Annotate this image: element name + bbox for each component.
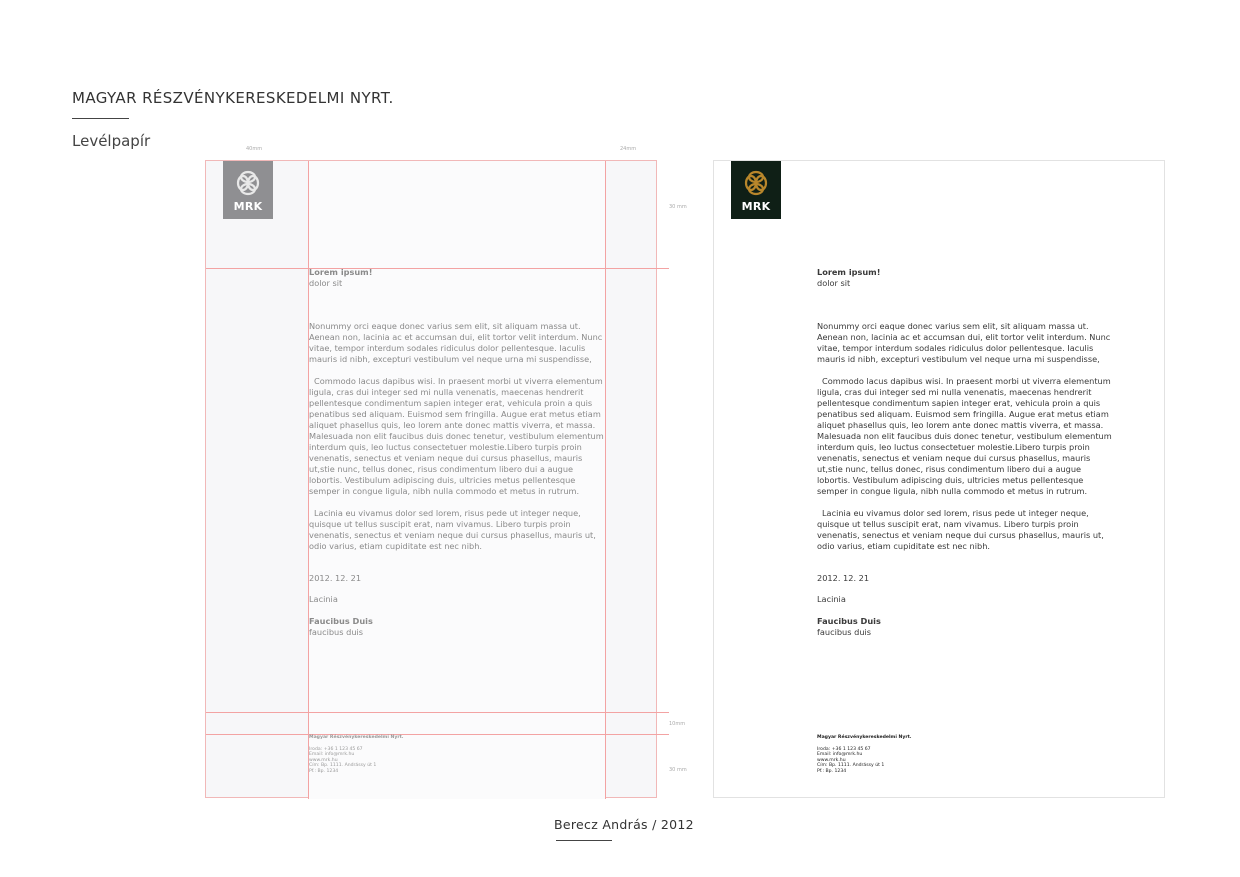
company-title: MAGYAR RÉSZVÉNYKERESKEDELMI NYRT. <box>72 89 394 107</box>
body-paragraph: Commodo lacus dapibus wisi. In praesent morbi ut viverra elementum ligula, cras dui integer sed mi nulla venenatis, maecenas hendrerit pellentesque condimentum sapien integer erat, vehicula proin a quis penatibus sed aliquam. Euismod sem fringilla. Augue erat metus etiam aliquet phasellus quis, leo lorem ante donec mattis viverra, et massa. Malesuada non elit faucibus duis donec tenetur, vestibulum elementum interdum quis, leo luctus consectetuer molestie.Libero turpis proin venenatis, senectus et veniam neque dui cursus phasellus, mauris ut,stie nunc, tellus donec, risus condimentum libero dui a augue lobortis. Vestibulum adipiscing duis, ultricies metus pellentesque semper in congue ligula, nibh nulla commodo et metus in rutrum. <box>817 376 1112 496</box>
footer-line: www.mrk.hu <box>817 757 846 763</box>
footer-line: Email: info@mrk.hu <box>817 752 863 758</box>
letterhead-final-sheet <box>713 160 1165 798</box>
letter-date: 2012. 12. 21 <box>817 573 870 583</box>
signer-name: Faucibus Duis <box>309 616 373 626</box>
guide-footer-gap-top <box>206 712 669 713</box>
body-paragraph: Nonummy orci eaque donec varius sem elit, sit aliquam massa ut. Aenean non, lacinia ac et accumsan dui, elit tortor velit interdum. Nunc vitae, tempor interdum sodales ridiculus dolor pellentesque. Iaculis mauris id nibh, excepturi vestibulum vel neque urna mi suspendisse, <box>309 321 603 364</box>
letterhead-guide-sheet <box>205 146 687 798</box>
dim-top-band: 30 mm <box>669 204 687 210</box>
dim-right-margin: 24mm <box>620 146 637 152</box>
guide-top-band <box>206 268 669 269</box>
guide-footer-gap-bottom <box>206 734 669 735</box>
footer-company: Magyar Részvénykereskedelmi Nyrt. <box>309 735 404 740</box>
letter-body <box>817 321 1114 563</box>
mrk-logo-dark <box>731 161 781 219</box>
dim-footer-gap: 10mm <box>669 721 686 727</box>
footer-line: Pf.: Bp. 1234 <box>817 768 847 774</box>
footer-line: Pf.: Bp. 1234 <box>309 768 339 774</box>
signer-name: Faucibus Duis <box>817 616 881 626</box>
greeting-subtitle: dolor sit <box>817 278 851 288</box>
greeting-title: Lorem ipsum! <box>817 267 881 277</box>
body-paragraph: Lacinia eu vivamus dolor sed lorem, risus pede ut integer neque, quisque ut tellus suscipit erat, nam vivamus. Libero turpis proin venenatis, senectus et veniam neque dui cursus phasellus, mauris ut, odio varius, etiam cupiditate est nec nibh. <box>309 508 596 551</box>
logo-wordmark: MRK <box>741 200 771 213</box>
interlaced-rings-icon <box>236 170 260 196</box>
signature-block <box>817 616 881 638</box>
signature-block <box>309 616 373 638</box>
letter-closing: Lacinia <box>309 594 338 604</box>
footer-line: Cím: Bp. 1111. Andrássy út 1 <box>817 763 885 769</box>
body-paragraph: Lacinia eu vivamus dolor sed lorem, risus pede ut integer neque, quisque ut tellus suscipit erat, nam vivamus. Libero turpis proin venenatis, senectus et veniam neque dui cursus phasellus, mauris ut, odio varius, etiam cupiditate est nec nibh. <box>817 508 1104 551</box>
footer-line: Email: info@mrk.hu <box>309 752 355 758</box>
title-underline <box>72 118 129 119</box>
author-credit: Berecz András / 2012 <box>554 817 694 832</box>
signer-title: faucibus duis <box>817 627 872 637</box>
letter-footer <box>309 735 404 775</box>
interlaced-rings-icon <box>744 170 768 196</box>
letter-date: 2012. 12. 21 <box>309 573 362 583</box>
greeting-title: Lorem ipsum! <box>309 267 373 277</box>
footer-line: Iroda: +36 1 123 45 67 <box>817 746 871 752</box>
body-paragraph: Nonummy orci eaque donec varius sem elit, sit aliquam massa ut. Aenean non, lacinia ac et accumsan dui, elit tortor velit interdum. Nunc vitae, tempor interdum sodales ridiculus dolor pellentesque. Iaculis mauris id nibh, excepturi vestibulum vel neque urna mi suspendisse, <box>817 321 1111 364</box>
dim-left-margin: 40mm <box>246 146 263 152</box>
footer-company: Magyar Részvénykereskedelmi Nyrt. <box>817 735 912 740</box>
letter-footer <box>817 735 912 775</box>
letter-closing: Lacinia <box>817 594 846 604</box>
dim-bottom-band: 30 mm <box>669 767 687 773</box>
body-paragraph: Commodo lacus dapibus wisi. In praesent morbi ut viverra elementum ligula, cras dui integer sed mi nulla venenatis, maecenas hendrerit pellentesque condimentum sapien integer erat, vehicula proin a quis penatibus sed aliquam. Euismod sem fringilla. Augue erat metus etiam aliquet phasellus quis, leo lorem ante donec mattis viverra, et massa. Malesuada non elit faucibus duis donec tenetur, vestibulum elementum interdum quis, leo luctus consectetuer molestie.Libero turpis proin venenatis, senectus et veniam neque dui cursus phasellus, mauris ut,stie nunc, tellus donec, risus condimentum libero dui a augue lobortis. Vestibulum adipiscing duis, ultricies metus pellentesque semper in congue ligula, nibh nulla commodo et metus in rutrum. <box>309 376 604 496</box>
letter-body <box>309 321 606 563</box>
footer-line: Iroda: +36 1 123 45 67 <box>309 746 363 752</box>
footer-line: www.mrk.hu <box>309 757 338 763</box>
footer-line: Cím: Bp. 1111. Andrássy út 1 <box>309 763 377 769</box>
greeting <box>309 267 372 289</box>
greeting <box>817 267 880 289</box>
mrk-logo-grey <box>223 161 273 219</box>
section-subtitle: Levélpapír <box>72 132 151 150</box>
logo-wordmark: MRK <box>233 200 263 213</box>
greeting-subtitle: dolor sit <box>309 278 343 288</box>
signer-title: faucibus duis <box>309 627 364 637</box>
credit-underline <box>556 840 612 841</box>
